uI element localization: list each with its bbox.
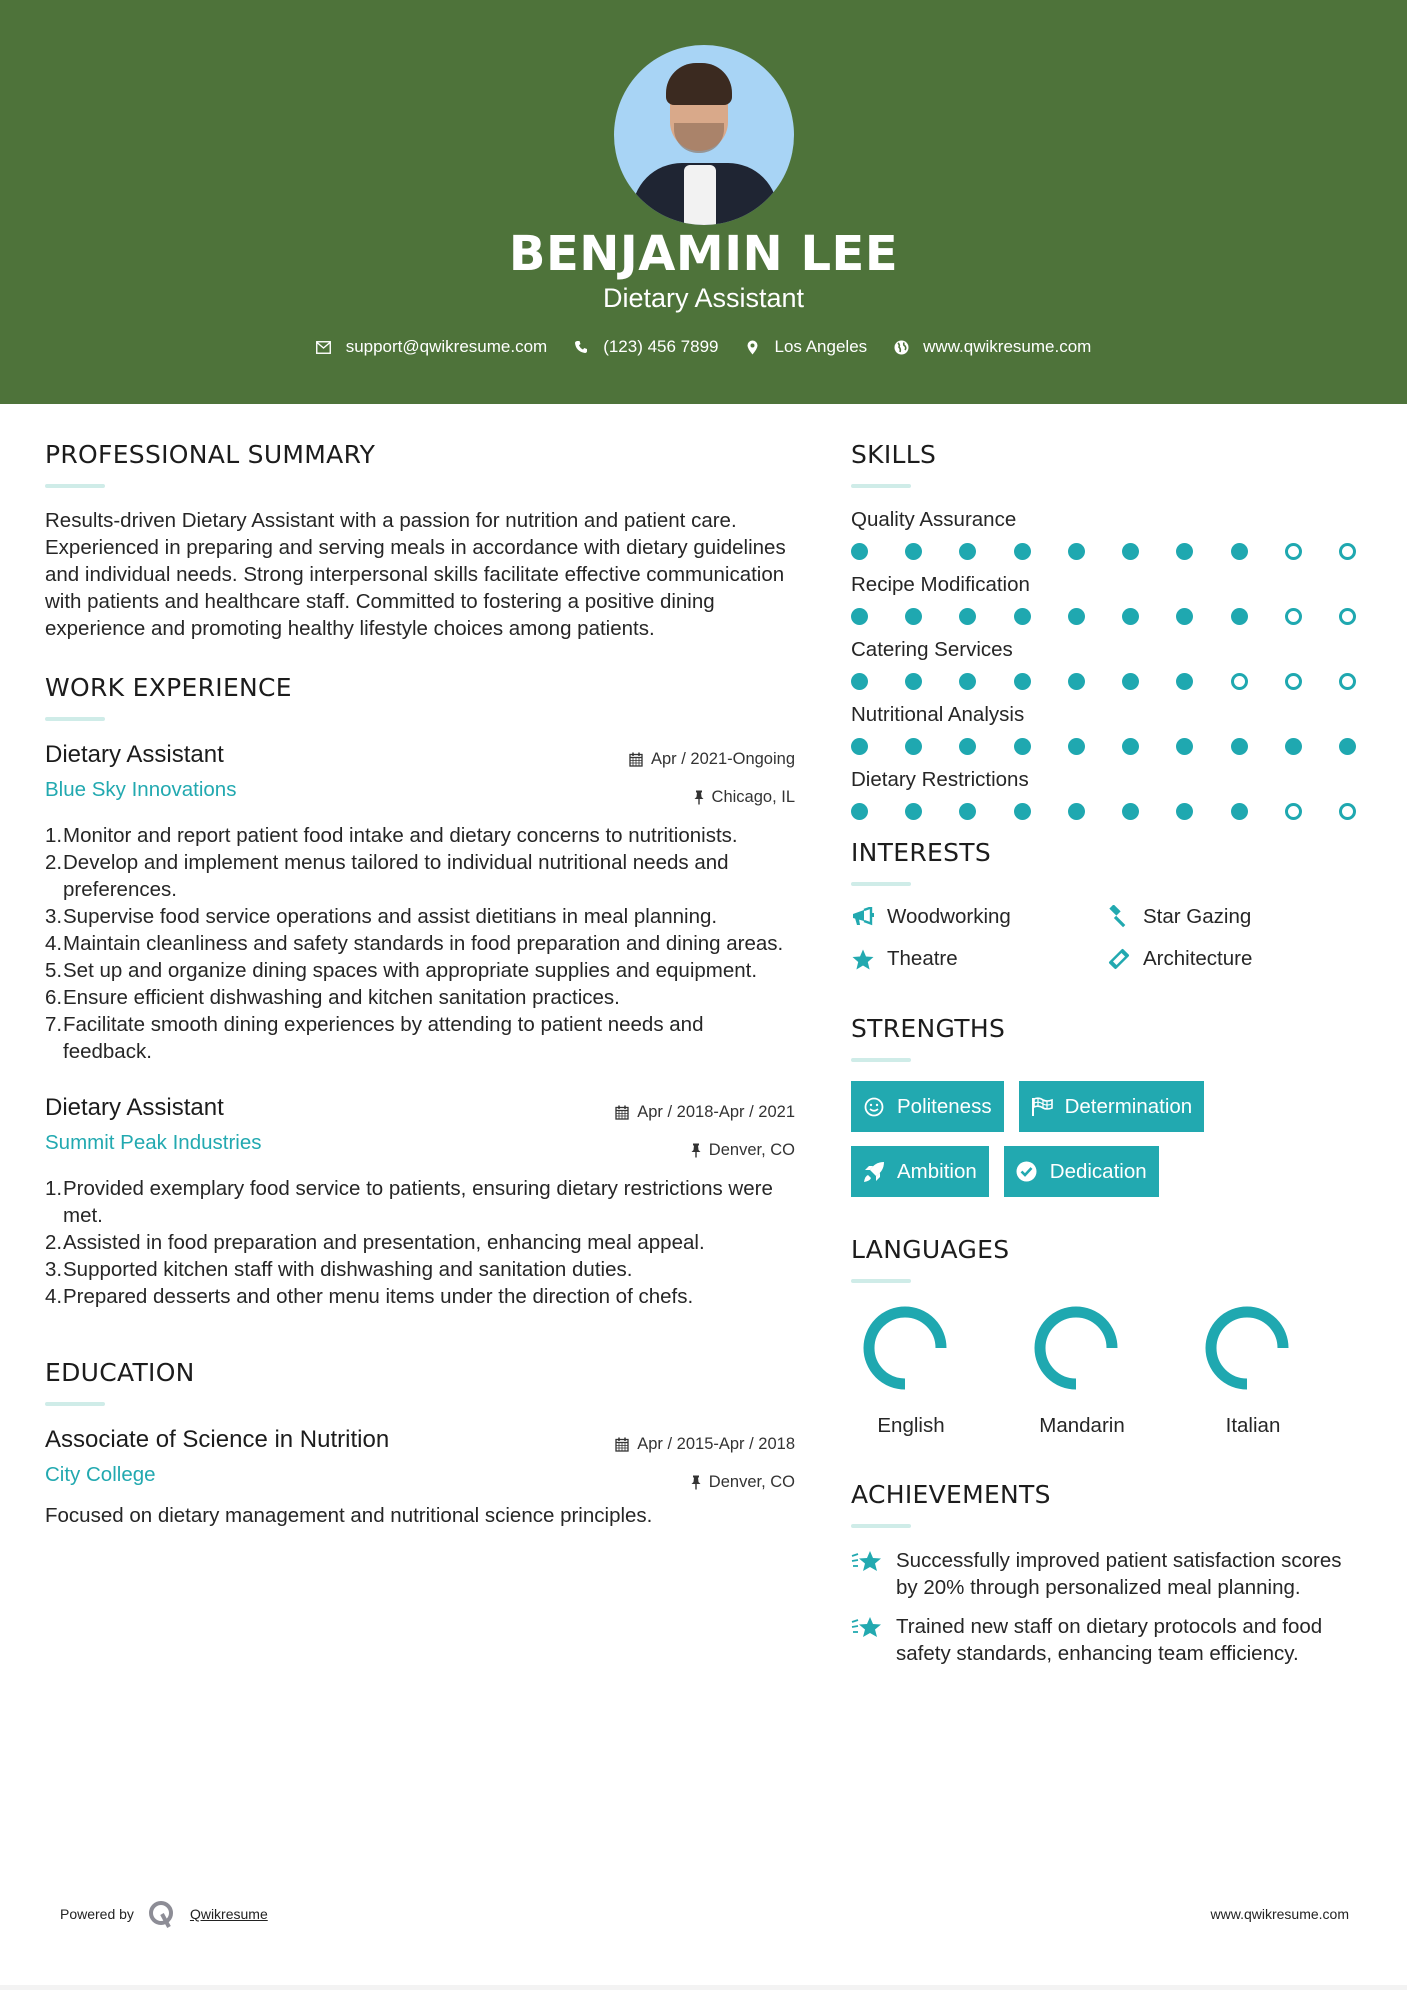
language-item: Mandarin (1022, 1302, 1193, 1438)
rating-dot-filled-icon (1122, 803, 1139, 820)
star-icon (851, 947, 875, 971)
rating-dot-filled-icon (1176, 738, 1193, 755)
rating-dot-empty-icon (1339, 803, 1356, 820)
section-heading: SKILLS (851, 440, 937, 469)
phone-icon (573, 339, 589, 355)
rating-dot-empty-icon (1285, 543, 1302, 560)
heading-underline (851, 1524, 911, 1528)
rating-dot-filled-icon (1068, 543, 1085, 560)
interests-section (851, 838, 1371, 971)
contact-website[interactable]: www.qwikresume.com (893, 337, 1091, 357)
company-name: Blue Sky Innovations (45, 778, 237, 801)
interest-item: Woodworking (851, 905, 1107, 929)
calendar-icon (629, 752, 643, 767)
rating-dot-filled-icon (959, 673, 976, 690)
rating-dot-empty-icon (1339, 543, 1356, 560)
skill-name: Quality Assurance (851, 508, 1017, 531)
rating-dot-filled-icon (959, 543, 976, 560)
work-experience-section (45, 673, 795, 1310)
job-dates: Apr / 2018-Apr / 2021 (637, 1102, 795, 1121)
skill-name: Nutritional Analysis (851, 703, 1025, 726)
skill-rating (851, 543, 1356, 560)
rocket-icon (863, 1161, 885, 1183)
map-marker-icon (745, 339, 761, 355)
check-circle-icon (1016, 1161, 1038, 1183)
calendar-icon (615, 1105, 629, 1120)
rating-dot-filled-icon (905, 608, 922, 625)
strength-badge: Determination (1019, 1081, 1205, 1132)
skill-item (851, 702, 1371, 755)
job-title: Dietary Assistant (45, 741, 224, 768)
contact-email[interactable]: support@qwikresume.com (316, 337, 548, 357)
qwikresume-link[interactable]: Qwikresume (189, 1906, 268, 1922)
duty-item: 6. Ensure efficient dishwashing and kitchen sanitation practices. (45, 986, 620, 1009)
skill-name: Dietary Restrictions (851, 768, 1029, 791)
skill-item (851, 637, 1371, 690)
rating-dot-filled-icon (959, 608, 976, 625)
language-progress-ring (859, 1302, 951, 1394)
rating-dot-filled-icon (1014, 608, 1031, 625)
contact-bar (0, 337, 1407, 357)
section-heading: INTERESTS (851, 838, 992, 867)
degree-title: Associate of Science in Nutrition (45, 1426, 390, 1453)
achievement-item: Successfully improved patient satisfaction scores by 20% through personalized meal planning. (851, 1547, 1371, 1601)
professional-summary-section (45, 440, 795, 642)
language-item: English (851, 1302, 1022, 1438)
skill-item (851, 572, 1371, 625)
heading-underline (851, 1279, 911, 1283)
duty-item: 2. Assisted in food preparation and presentation, enhancing meal appeal. (45, 1231, 705, 1254)
job-entry (45, 740, 795, 1065)
heading-underline (851, 1058, 911, 1062)
rating-dot-filled-icon (1176, 803, 1193, 820)
rating-dot-filled-icon (905, 738, 922, 755)
rating-dot-filled-icon (851, 803, 868, 820)
rating-dot-filled-icon (1068, 673, 1085, 690)
strength-badge: Politeness (851, 1081, 1004, 1132)
rating-dot-filled-icon (1014, 803, 1031, 820)
duties-list (45, 1175, 795, 1310)
right-column (851, 440, 1371, 1679)
bullhorn-icon (851, 905, 875, 929)
skill-rating (851, 673, 1356, 690)
language-progress-ring (1201, 1302, 1293, 1394)
job-location: Chicago, IL (711, 787, 795, 806)
left-column (45, 440, 795, 1551)
heading-underline (45, 1402, 105, 1406)
language-item: Italian (1193, 1302, 1364, 1438)
rating-dot-filled-icon (1014, 673, 1031, 690)
skill-name: Catering Services (851, 638, 1013, 661)
languages-section (851, 1235, 1371, 1438)
profile-photo (614, 45, 794, 225)
heading-underline (45, 484, 105, 488)
candidate-title: Dietary Assistant (602, 283, 805, 313)
skills-section (851, 440, 1371, 820)
smile-icon (863, 1096, 885, 1118)
rating-dot-filled-icon (851, 543, 868, 560)
language-progress-ring (1030, 1302, 1122, 1394)
rating-dot-filled-icon (905, 543, 922, 560)
rating-dot-filled-icon (959, 803, 976, 820)
rating-dot-filled-icon (1122, 738, 1139, 755)
rating-dot-filled-icon (851, 673, 868, 690)
skill-rating (851, 803, 1356, 820)
skill-name: Recipe Modification (851, 573, 1030, 596)
duty-item: 7. Facilitate smooth dining experiences by attending to patient needs and feedback. (45, 1013, 704, 1063)
heading-underline (851, 484, 911, 488)
rating-dot-filled-icon (959, 738, 976, 755)
section-heading: EDUCATION (45, 1358, 195, 1387)
flag-checkered-icon (1031, 1096, 1053, 1118)
shooting-star-icon (851, 1548, 883, 1578)
interest-item: Theatre (851, 947, 1107, 971)
thumbtack-icon (694, 790, 704, 805)
rating-dot-empty-icon (1231, 673, 1248, 690)
rating-dot-filled-icon (1068, 608, 1085, 625)
gavel-icon (1107, 905, 1131, 929)
footer-website-link[interactable]: www.qwikresume.com (1210, 1906, 1349, 1922)
rating-dot-filled-icon (1339, 738, 1356, 755)
duty-item: 3. Supervise food service operations and assist dietitians in meal planning. (45, 905, 718, 928)
envelope-icon (316, 339, 332, 355)
section-heading: ACHIEVEMENTS (851, 1480, 1051, 1509)
heading-underline (45, 717, 105, 721)
education-entry (45, 1425, 795, 1529)
strengths-section (851, 1014, 1371, 1211)
duty-item: 4. Maintain cleanliness and safety standards in food preparation and dining areas. (45, 932, 784, 955)
rating-dot-filled-icon (1014, 543, 1031, 560)
rating-dot-filled-icon (1122, 608, 1139, 625)
achievements-section (851, 1480, 1371, 1667)
thumbtack-icon (691, 1143, 701, 1158)
rating-dot-empty-icon (1285, 608, 1302, 625)
calendar-icon (615, 1437, 629, 1452)
skill-item (851, 767, 1371, 820)
candidate-name: BENJAMIN LEE (508, 226, 899, 282)
school-name: City College (45, 1463, 156, 1486)
rating-dot-filled-icon (1231, 543, 1248, 560)
rating-dot-filled-icon (851, 738, 868, 755)
contact-phone[interactable]: (123) 456 7899 (573, 337, 718, 357)
page-bottom-edge (0, 1985, 1407, 1990)
rating-dot-filled-icon (1285, 738, 1302, 755)
section-heading: PROFESSIONAL SUMMARY (45, 440, 376, 469)
skill-rating (851, 738, 1356, 755)
strength-badge: Dedication (1004, 1146, 1159, 1197)
rating-dot-filled-icon (1231, 803, 1248, 820)
section-heading: STRENGTHS (851, 1014, 1006, 1043)
job-location: Denver, CO (708, 1140, 795, 1159)
summary-text: Results-driven Dietary Assistant with a passion for nutrition and patient care. Experienced in preparing and serving meals in accordance with dietary guidelines and individual needs. Strong interpersonal skills facilitate effective communication with patients and healthcare staff. Committed to fostering a positive dining experience and promoting healthy lifestyle choices among patients. (45, 509, 786, 640)
section-heading: LANGUAGES (851, 1235, 1010, 1264)
rating-dot-filled-icon (1122, 543, 1139, 560)
education-section (45, 1358, 795, 1529)
rating-dot-filled-icon (905, 803, 922, 820)
rating-dot-filled-icon (1068, 738, 1085, 755)
duty-item: 3. Supported kitchen staff with dishwashing and sanitation duties. (45, 1258, 633, 1281)
duty-item: 5. Set up and organize dining spaces with appropriate supplies and equipment. (45, 959, 758, 982)
skill-item (851, 507, 1371, 560)
heading-underline (851, 882, 911, 886)
rating-dot-filled-icon (1176, 673, 1193, 690)
duty-item: 4. Prepared desserts and other menu items under the direction of chefs. (45, 1285, 694, 1308)
globe-icon (893, 339, 909, 355)
rating-dot-filled-icon (851, 608, 868, 625)
rating-dot-filled-icon (1122, 673, 1139, 690)
job-entry (45, 1093, 795, 1310)
rating-dot-empty-icon (1339, 673, 1356, 690)
rating-dot-filled-icon (905, 673, 922, 690)
education-description: Focused on dietary management and nutritional science principles. (45, 1504, 653, 1527)
rating-dot-empty-icon (1285, 803, 1302, 820)
company-name: Summit Peak Industries (45, 1131, 262, 1154)
achievement-item: Trained new staff on dietary protocols and food safety standards, enhancing team efficiency. (851, 1613, 1371, 1667)
strength-badge: Ambition (851, 1146, 989, 1197)
thumbtack-icon (691, 1475, 701, 1490)
job-title: Dietary Assistant (45, 1094, 224, 1121)
education-dates: Apr / 2015-Apr / 2018 (637, 1434, 795, 1453)
resume-header (0, 0, 1407, 404)
rating-dot-filled-icon (1231, 608, 1248, 625)
education-location: Denver, CO (708, 1472, 795, 1491)
qwikresume-logo-icon (148, 1900, 174, 1928)
section-heading: WORK EXPERIENCE (45, 673, 292, 702)
duty-item: 2. Develop and implement menus tailored to individual nutritional needs and preferences. (45, 851, 729, 901)
rating-dot-filled-icon (1176, 543, 1193, 560)
rating-dot-filled-icon (1176, 608, 1193, 625)
rating-dot-empty-icon (1285, 673, 1302, 690)
rating-dot-filled-icon (1014, 738, 1031, 755)
rating-dot-empty-icon (1339, 608, 1356, 625)
shooting-star-icon (851, 1614, 883, 1644)
duty-item: 1. Monitor and report patient food intake and dietary concerns to nutritionists. (45, 824, 738, 847)
rating-dot-filled-icon (1231, 738, 1248, 755)
interest-item: Star Gazing (1107, 905, 1347, 929)
rating-dot-filled-icon (1068, 803, 1085, 820)
duties-list (45, 822, 795, 1065)
contact-location: Los Angeles (745, 337, 868, 357)
duty-item: 1. Provided exemplary food service to patients, ensuring dietary restrictions were met. (45, 1177, 773, 1227)
interest-item: Architecture (1107, 947, 1347, 971)
ticket-icon (1107, 947, 1131, 971)
job-dates: Apr / 2021-Ongoing (650, 749, 795, 768)
footer-powered-by: Powered by Qwikresume (60, 1900, 268, 1928)
skill-rating (851, 608, 1356, 625)
